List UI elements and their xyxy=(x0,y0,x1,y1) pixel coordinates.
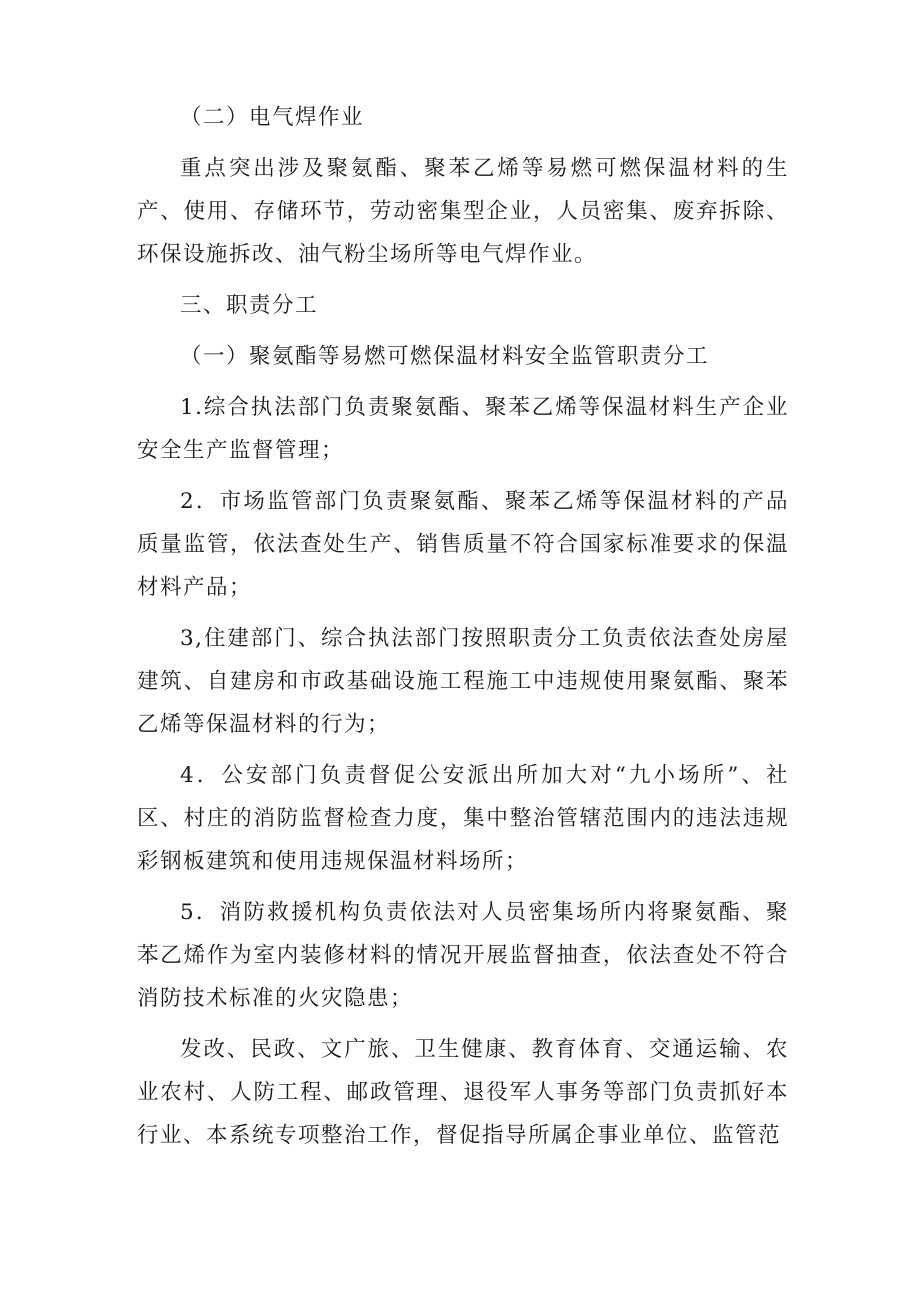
list-item-5: 5．消防救援机构负责依法对人员密集场所内将聚氨酯、聚苯乙烯作为室内装修材料的情况开展监督抽查，依法查处不符合消防技术标准的火灾隐患； xyxy=(137,900,789,1011)
section-2-heading: （二）电气焊作业 xyxy=(180,105,365,130)
list-item-1: 1.综合执法部门负责聚氨酯、聚苯乙烯等保温材料生产企业安全生产监督管理； xyxy=(137,395,789,463)
section-2-body: 重点突出涉及聚氨酯、聚苯乙烯等易燃可燃保温材料的生产、使用、存储环节，劳动密集型企业，人员密集、废弃拆除、环保设施拆改、油气粉尘场所等电气焊作业。 xyxy=(137,156,789,267)
list-item-others: 发改、民政、文广旅、卫生健康、教育体育、交通运输、农业农村、人防工程、邮政管理、退役军人事务等部门负责抓好本行业、本系统专项整治工作，督促指导所属企事业单位、监管范 xyxy=(137,1037,789,1148)
document-body xyxy=(137,96,789,1157)
list-item-2: 2．市场监管部门负责聚氨酯、聚苯乙烯等保温材料的产品质量监管，依法查处生产、销售质量不符合国家标准要求的保温材料产品； xyxy=(137,489,789,600)
list-item-4: 4．公安部门负责督促公安派出所加大对“九小场所”、社区、村庄的消防监督检查力度，集中整治管辖范围内的违法违规彩钢板建筑和使用违规保温材料场所； xyxy=(137,763,789,874)
list-item-3: 3,住建部门、综合执法部门按照职责分工负责依法查处房屋建筑、自建房和市政基础设施工程施工中违规使用聚氨酯、聚苯乙烯等保温材料的行为； xyxy=(137,626,789,737)
chapter-3-heading: 三、职责分工 xyxy=(180,293,319,318)
section-3-1-heading: （一）聚氨酯等易燃可燃保温材料安全监管职责分工 xyxy=(180,344,710,369)
